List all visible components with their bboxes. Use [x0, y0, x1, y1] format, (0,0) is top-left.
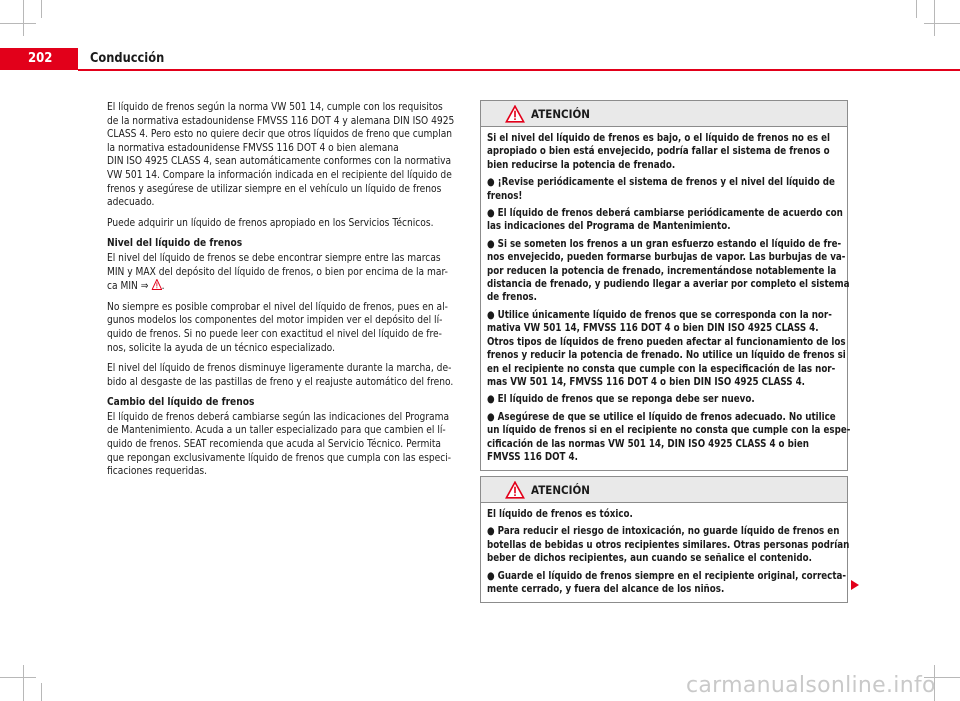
crop-mark [934, 0, 935, 36]
crop-mark [23, 665, 24, 701]
warning-box-1 [480, 100, 851, 471]
page-number: 202 [28, 51, 53, 66]
warning-triangle-icon [505, 481, 525, 499]
crop-mark [41, 683, 42, 701]
warning-box-body [481, 127, 851, 470]
continue-arrow-icon[interactable] [851, 580, 859, 590]
warning-paragraph: Si el nivel del líquido de frenos es bajo, o el líquido de frenos no es el apropiado o bien está envejecido, podría fallar el sistema de frenos o bien reducirse la potencia de frenado. [487, 132, 831, 171]
section-title: Conducción [90, 51, 165, 66]
subheading-brake-fluid-level: Nivel del líquido de frenos [107, 237, 243, 250]
crop-mark [0, 677, 36, 678]
paragraph: No siempre es posible comprobar el nivel del líquido de frenos, pues en al- gunos modelos los componentes del motor impiden ver el depósito del lí- quido de frenos. Si no puede leer con exactitud el nivel del líquido de fre- nos, solicite la ayuda de un técnico especializado. [107, 300, 448, 354]
warning-title: ATENCIÓN [531, 483, 590, 497]
warning-bullet: ● Asegúrese de que se utilice el líquido de frenos adecuado. No utilice un líquido de frenos si en el recipiente no consta que cumple con la espe- cificación de las normas VW 501 14, DIN ISO 4925 CLASS 4 o bien FMVSS 116 DOT 4. [487, 410, 851, 463]
main-text-column [107, 101, 462, 486]
warning-box-header [481, 101, 847, 127]
warning-bullet: ● Utilice únicamente líquido de frenos que se corresponda con la nor- mativa VW 501 14, FMVSS 116 DOT 4 o bien DIN ISO 4925 CLASS 4. Otros tipos de líquidos de freno pueden afectar al funcionamiento de los frenos y reducir la potencia de frenado. No utilice un líquido de frenos si en el recipiente no consta que cumple con la especificación de las nor- mas VW 501 14, FMVSS 116 DOT 4 o bien DIN ISO 4925 CLASS 4. [487, 308, 846, 388]
header-rule [78, 69, 960, 71]
paragraph: El nivel del líquido de frenos se debe encontrar siempre entre las marcas MIN y MAX del depósito del líquido de frenos, o bien por encima de la mar- ca MIN ⇒ . [107, 251, 448, 293]
paragraph: El nivel del líquido de frenos disminuye ligeramente durante la marcha, de- bido al desgaste de las pastillas de freno y el reajuste automático del freno. [107, 362, 454, 388]
warning-bullet: ● El líquido de frenos que se reponga debe ser nuevo. [487, 393, 755, 406]
crop-mark [23, 0, 24, 36]
warning-box-2 [480, 476, 848, 603]
crop-mark [916, 0, 917, 18]
warning-bullet: ● Si se someten los frenos a un gran esfuerzo estando el líquido de fre- nos envejecido, pueden formarse burbujas de vapor. Las burbujas de va- por reducen la potencia de frenado, incrementándose notablemente la distancia de frenado, y pudiendo llegar a averiar por completo el sistema de frenos. [487, 237, 850, 304]
warning-bullet: ● El líquido de frenos deberá cambiarse periódicamente de acuerdo con las indicaciones del Programa de Mantenimiento. [487, 207, 843, 233]
warning-bullet: ● Guarde el líquido de frenos siempre en el recipiente original, correcta- mente cerrado, y fuera del alcance de los niños. [487, 569, 847, 596]
paragraph: El líquido de frenos deberá cambiarse según las indicaciones del Programa de Mantenimiento. Acuda a un taller especializado para que cambien el lí- quido de frenos. SEAT recomienda que acuda al Servicio Técnico. Permita que repongan exclusivamente líquido de frenos que cumpla con las especi- ficaciones requeridas. [107, 410, 452, 478]
crop-mark [41, 0, 42, 18]
warning-triangle-icon [505, 105, 525, 123]
warning-box-header [481, 477, 847, 503]
crop-mark [924, 23, 960, 24]
warning-triangle-icon[interactable] [151, 279, 161, 290]
subheading-brake-fluid-change: Cambio del líquido de frenos [107, 396, 255, 409]
paragraph: El líquido de frenos según la norma VW 501 14, cumple con los requisitos de la normativa estadounidense FMVSS 116 DOT 4 y alemana DIN ISO 4925 CLASS 4. Pero esto no quiere decir que otros líquidos de freno que cumplan la normativa estadounidense FMVSS 116 DOT 4 o bien alemana DIN ISO 4925 CLASS 4, sean automáticamente conformes con la normativa VW 501 14. Compare la información indicada en el recipiente del líquido de frenos y asegúrese de utilizar siempre en el vehículo un líquido de frenos adecuado. [107, 101, 455, 209]
crop-mark [0, 23, 36, 24]
warning-bullet: ● Para reducir el riesgo de intoxicación, no guarde líquido de frenos en botellas de bebidas u otros recipientes similares. Otras personas podrían beber de dichos recipientes, aun cuando se señalice el contenido. [487, 525, 850, 565]
warning-title: ATENCIÓN [531, 107, 590, 121]
warning-bullet: ● ¡Revise periódicamente el sistema de frenos y el nivel del líquido de frenos! [487, 176, 835, 202]
warning-box-body [481, 503, 850, 602]
footer-watermark: carmanualsonline.info [686, 673, 936, 698]
paragraph: Puede adquirir un líquido de frenos apropiado en los Servicios Técnicos. [107, 216, 434, 229]
warning-paragraph: El líquido de frenos es tóxico. [487, 508, 633, 520]
